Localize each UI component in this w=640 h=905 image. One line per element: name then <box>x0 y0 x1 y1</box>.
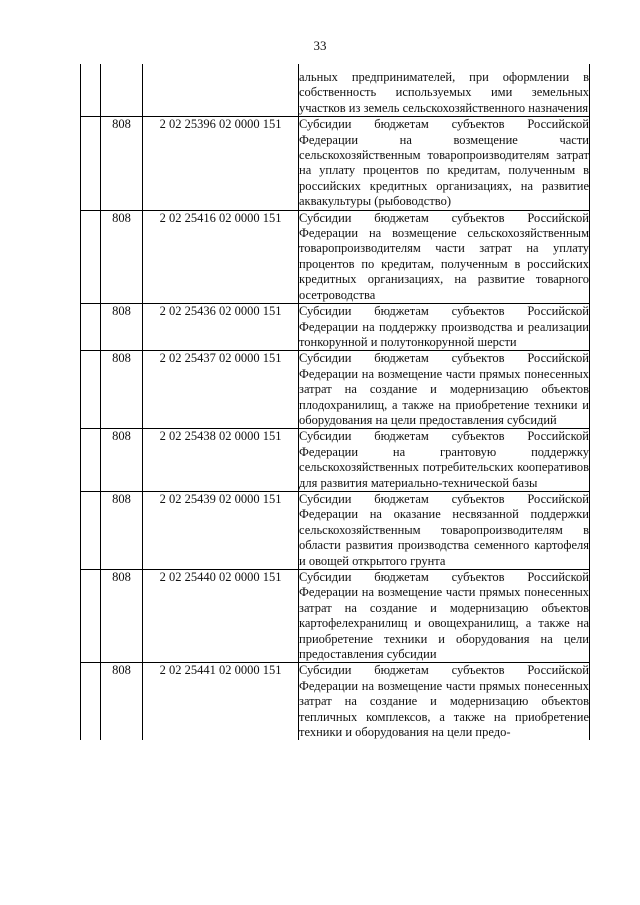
row-margin-cell <box>81 663 101 741</box>
admin-code-cell: 808 <box>101 570 143 663</box>
table-row <box>81 570 590 663</box>
table-row <box>81 429 590 492</box>
description-cell: Субсидии бюджетам субъектов Российской Федерации на оказание несвязанной поддержки сельскохозяйственным товаропроизводителям в области развития производства семенного картофеля и овощей открытого грунта <box>299 491 589 568</box>
budget-code-cell: 2 02 25396 02 0000 151 <box>143 117 299 210</box>
row-margin-cell <box>81 351 101 429</box>
description-cell: Субсидии бюджетам субъектов Российской Федерации на возмещение части прямых понесенных затрат на создание и модернизацию объектов плодохранилищ, а также на приобретение техники и оборудования на цели предоставления субсидий <box>299 351 589 427</box>
table-row <box>81 663 590 741</box>
budget-codes-table <box>80 64 590 740</box>
description-cell: Субсидии бюджетам субъектов Российской Федерации на грантовую поддержку сельскохозяйственных потребительских кооперативов для развития материально-технической базы <box>299 429 589 490</box>
row-margin-cell <box>81 117 101 210</box>
budget-code-cell: 2 02 25416 02 0000 151 <box>143 210 299 303</box>
budget-code-cell <box>143 64 299 117</box>
row-margin-cell <box>81 570 101 663</box>
description-cell: Субсидии бюджетам субъектов Российской Федерации на поддержку производства и реализации тонкорунной и полутонкорунной шерсти <box>299 304 589 349</box>
table-row <box>81 64 590 117</box>
page-number: 33 <box>313 38 327 53</box>
table-row <box>81 117 590 210</box>
budget-code-cell: 2 02 25440 02 0000 151 <box>143 570 299 663</box>
table-row <box>81 491 590 569</box>
row-margin-cell <box>81 210 101 303</box>
admin-code-cell: 808 <box>101 429 143 492</box>
budget-code-cell: 2 02 25438 02 0000 151 <box>143 429 299 492</box>
admin-code-cell: 808 <box>101 663 143 741</box>
admin-code-cell: 808 <box>101 117 143 210</box>
row-margin-cell <box>81 64 101 117</box>
description-cell: Субсидии бюджетам субъектов Российской Федерации на возмещение части прямых понесенных затрат на создание и модернизацию объектов тепличных комплексов, а также на приобретение техники и оборудования на цели предо- <box>299 663 589 740</box>
budget-code-cell: 2 02 25436 02 0000 151 <box>143 304 299 351</box>
row-margin-cell <box>81 491 101 569</box>
description-cell: Субсидии бюджетам субъектов Российской Федерации на возмещение части прямых понесенных затрат на создание и модернизацию объектов картофелехранилищ и овощехранилищ, а также на приобретение техники и оборудования на цели предоставления субсидии <box>299 570 589 662</box>
table-row <box>81 351 590 429</box>
admin-code-cell <box>101 64 143 117</box>
admin-code-cell: 808 <box>101 491 143 569</box>
description-cell: Субсидии бюджетам субъектов Российской Федерации на возмещение части сельскохозяйственным товаропроизводителям затрат на уплату процентов по кредитам, полученным в российских кредитных организациях, на развитие аквакультуры (рыбоводство) <box>299 117 589 209</box>
row-margin-cell <box>81 429 101 492</box>
admin-code-cell: 808 <box>101 304 143 351</box>
row-margin-cell <box>81 304 101 351</box>
budget-code-cell: 2 02 25439 02 0000 151 <box>143 491 299 569</box>
table-row <box>81 304 590 351</box>
table-row <box>81 210 590 303</box>
description-cell: Субсидии бюджетам субъектов Российской Федерации на возмещение сельскохозяйственным товаропроизводителям части затрат на уплату процентов по кредитам, полученным в российских кредитных организациях, на развитие товарного осетроводства <box>299 210 589 302</box>
admin-code-cell: 808 <box>101 210 143 303</box>
budget-code-cell: 2 02 25441 02 0000 151 <box>143 663 299 741</box>
description-cell: альных предпринимателей, при оформлении в собственность используемых ими земельных участков из земель сельскохозяйственного назначения <box>299 64 590 117</box>
budget-code-cell: 2 02 25437 02 0000 151 <box>143 351 299 429</box>
admin-code-cell: 808 <box>101 351 143 429</box>
